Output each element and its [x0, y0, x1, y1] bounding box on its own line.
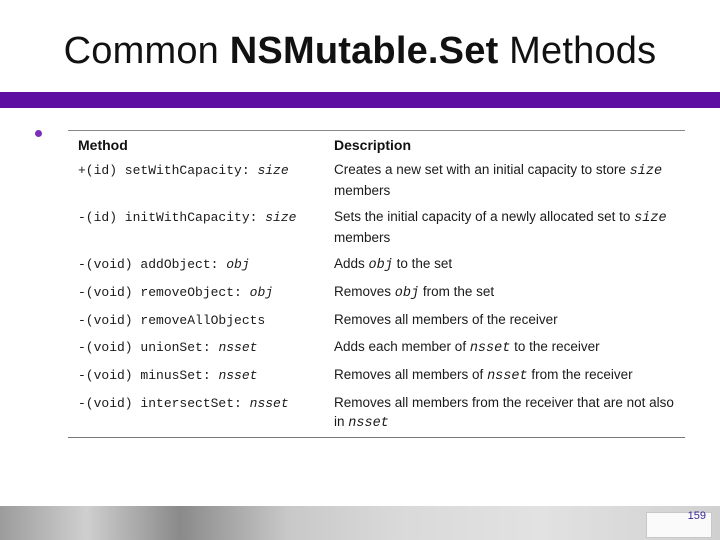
description-text: Removes all members of the receiver: [334, 312, 558, 327]
table-header-row: [68, 131, 685, 158]
slide-title: [0, 30, 720, 73]
table-row: [68, 307, 685, 334]
description-text: Adds each member of: [334, 339, 470, 354]
method-code: +(id) setWithCapacity:: [78, 163, 258, 178]
accent-bar: [0, 92, 720, 108]
method-param: obj: [226, 257, 250, 272]
method-param: nsset: [218, 340, 258, 355]
footer-image-strip: [0, 506, 720, 540]
method-description: [334, 334, 685, 362]
table-body: [68, 157, 685, 438]
method-param: size: [257, 163, 289, 178]
method-code: -(void) addObject:: [78, 257, 227, 272]
table-row: [68, 334, 685, 362]
description-code: nsset: [487, 369, 528, 384]
title-suffix: Methods: [498, 30, 657, 72]
description-text: members: [334, 230, 391, 245]
description-text: from the receiver: [527, 367, 633, 382]
method-signature: [68, 279, 334, 307]
description-code: size: [629, 164, 663, 179]
description-text: from the set: [419, 284, 495, 299]
description-text: Removes all members from the receiver that are not also in: [334, 395, 674, 429]
description-text: to the set: [392, 256, 453, 271]
method-signature: [68, 251, 334, 279]
method-code: -(id) initWithCapacity:: [78, 210, 266, 225]
method-signature: [68, 307, 334, 334]
description-text: Creates a new set with an initial capacity to store: [334, 162, 630, 177]
method-param: size: [265, 210, 297, 225]
table-row: [68, 251, 685, 279]
table-row: [68, 204, 685, 251]
bullet-dot-icon: [35, 130, 42, 137]
description-code: size: [634, 211, 667, 226]
method-param: obj: [249, 285, 274, 300]
method-code: -(void) removeAllObjects: [78, 313, 266, 328]
description-text: Removes all members of: [334, 367, 488, 382]
description-code: obj: [394, 286, 420, 301]
method-code: -(void) minusSet:: [78, 368, 219, 383]
method-code: -(void) intersectSet:: [78, 396, 250, 411]
methods-table: [68, 130, 685, 438]
methods-table-container: [68, 130, 685, 438]
description-text: Sets the initial capacity of a newly allocated set to: [334, 209, 635, 224]
method-description: [334, 157, 685, 204]
method-signature: [68, 334, 334, 362]
description-text: Adds: [334, 256, 369, 271]
header-description: Description: [334, 137, 412, 153]
method-description: [334, 307, 685, 334]
title-bold: NSMutable.Set: [229, 30, 499, 72]
header-method: Method: [78, 137, 128, 153]
method-signature: [68, 390, 334, 438]
method-description: [334, 279, 685, 307]
method-description: [334, 204, 685, 251]
slide-number: 159: [687, 510, 706, 522]
table-row: [68, 279, 685, 307]
method-description: [334, 390, 685, 438]
method-code: -(void) removeObject:: [78, 285, 250, 300]
description-text: to the receiver: [510, 339, 600, 354]
method-param: nsset: [218, 368, 258, 383]
table-row: [68, 362, 685, 390]
method-param: nsset: [249, 396, 289, 411]
title-prefix: Common: [63, 30, 230, 72]
table-row: [68, 157, 685, 204]
description-code: nsset: [348, 416, 389, 431]
method-description: [334, 362, 685, 390]
table-row: [68, 390, 685, 438]
description-text: members: [334, 183, 391, 198]
method-description: [334, 251, 685, 279]
method-signature: [68, 362, 334, 390]
description-text: Removes: [334, 284, 395, 299]
description-code: obj: [368, 258, 393, 273]
method-signature: [68, 204, 334, 251]
description-code: nsset: [469, 341, 511, 356]
method-code: -(void) unionSet:: [78, 340, 219, 355]
method-signature: [68, 157, 334, 204]
